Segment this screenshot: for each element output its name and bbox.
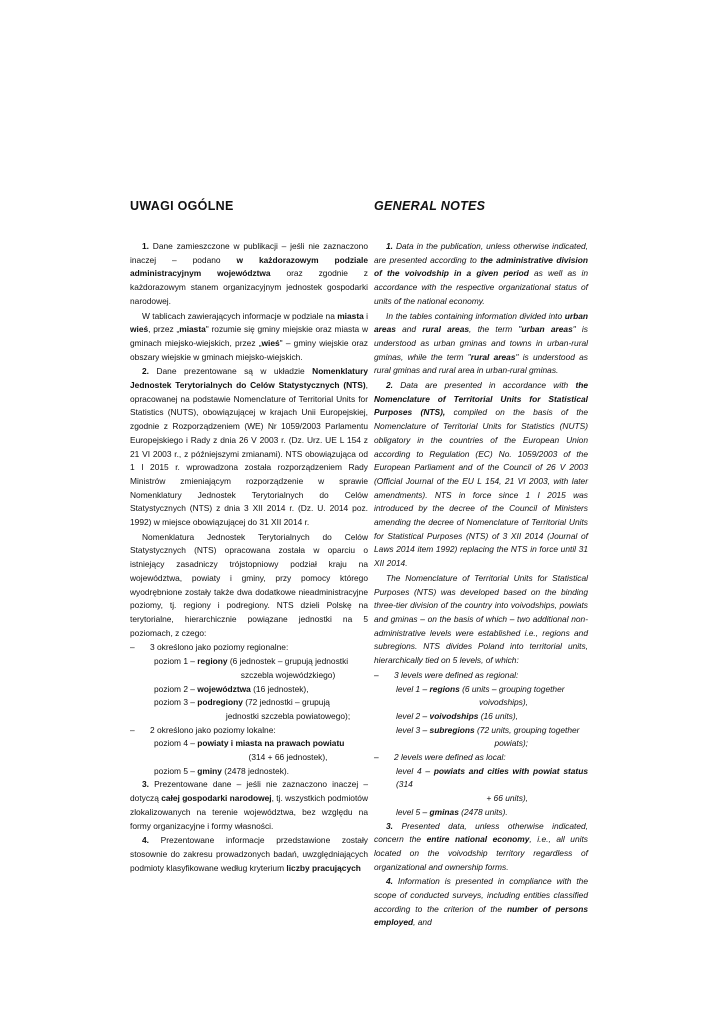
page-title-pl: UWAGI OGÓLNE	[130, 199, 234, 213]
emphasis: entire national economy	[426, 834, 530, 845]
emphasis: regions	[429, 683, 460, 694]
text: , and	[413, 917, 432, 928]
level-5-pl	[130, 765, 368, 779]
emphasis: w każdorazowym podziale administracyjnym województwa	[130, 254, 368, 279]
level-5-en	[374, 806, 588, 820]
paragraph-6-en	[374, 875, 588, 930]
emphasis: miasta	[179, 324, 206, 335]
text: (16 jednostek),	[250, 683, 309, 694]
text: (314 + 66 jednostek),	[248, 752, 328, 763]
paragraph-2-pl	[130, 310, 368, 365]
paragraph-number: 2.	[142, 366, 149, 377]
emphasis: całej gospodarki narodowej	[161, 793, 272, 804]
emphasis: rural areas	[470, 351, 516, 362]
paragraph-number: 4.	[142, 835, 149, 846]
emphasis: liczby pracujących	[286, 862, 361, 873]
text: , the term "	[469, 324, 522, 335]
text: (2478 units).	[458, 806, 508, 817]
paragraph-3-en	[374, 379, 588, 571]
text: (72 jednostki – grupują	[242, 697, 330, 708]
paragraph-number: 1.	[386, 241, 393, 251]
dash-bullet: –	[130, 724, 135, 735]
level-4-pl	[130, 737, 368, 764]
level-3-en	[374, 724, 588, 751]
paragraph-1-pl	[130, 240, 368, 309]
english-column	[374, 198, 588, 931]
text: (2478 jednostek).	[221, 765, 290, 776]
text: " – gminy wiejskie oraz obszary wiejskie w gminach miejsko-wiejskich.	[130, 337, 368, 362]
dash-bullet: –	[374, 752, 379, 763]
text: + 66 units),	[486, 793, 528, 804]
paragraph-5-pl	[130, 778, 368, 833]
emphasis: wieś	[261, 337, 280, 348]
text: Prezentowane dane – jeśli nie zaznaczono inaczej – dotyczą	[130, 779, 368, 804]
text: (6 units – grouping together	[459, 683, 565, 694]
paragraph-4-en: The Nomenclature of Territorial Units for Statistical Purposes (NTS) was developed based on the binding three-tier division of the country into voivodships, powiats and gminas – on the basis of which – two additional non-administrative levels were established i.e., regions and subregions. NTS divides Poland into territorial units, hierarchically tied on 5 levels, of which:	[374, 572, 588, 666]
text: level 2 –	[396, 710, 430, 721]
dash-bullet: –	[130, 642, 135, 653]
emphasis: gminas	[429, 806, 459, 817]
level-2-en	[374, 710, 588, 724]
text: jednostki szczebla powiatowego);	[225, 710, 351, 721]
paragraph-1-en	[374, 240, 588, 309]
paragraph-number: 4.	[386, 876, 393, 887]
paragraph-number: 3.	[142, 779, 149, 790]
text: voivodships),	[479, 697, 528, 708]
text: poziom 2 –	[154, 683, 198, 694]
text: Data are presented in accordance with	[393, 380, 576, 391]
text: 3 levels were defined as regional:	[394, 669, 519, 680]
text: (72 units, grouping together	[474, 724, 580, 735]
text: poziom 3 –	[154, 697, 198, 708]
dash-bullet: –	[374, 669, 379, 680]
list-item-local-pl	[130, 724, 368, 738]
text: 2 określono jako poziomy lokalne:	[150, 724, 276, 735]
text: (16 units),	[478, 710, 518, 721]
emphasis: miasta	[337, 310, 364, 321]
text: i	[363, 310, 368, 321]
text: level 5 –	[396, 806, 430, 817]
level-1-en	[374, 683, 588, 710]
text: , opracowanej na podstawie Nomenclature of Territorial Units for Statistics (NUTS), obowiązującej w krajach Unii Europejskiej, zgodnie z Rozporządzeniem (WE) Nr 1059/2003 Parlamentu Europejskiego i Rady z dnia 26 V 2003 r. (Dz. Urz. UE L 154 z 21 VI 2003 r., z późniejszymi zmianami). NTS obowiązująca od 1 I 2015 r. wprowadzona została rozporządzeniem Rady Ministrów zmieniającym rozporządzenie w sprawie Nomenklatury Jednostek Terytorialnych do Celów Statystycznych (NTS) z dnia 3 XII 2014 r. (Dz. U. 2014 poz. 1992) w miejsce obowiązującej do 31 XII 2014 r.	[130, 380, 368, 528]
text: as well as in accordance with the respective organizational status of units of the national economy.	[374, 268, 588, 306]
emphasis: powiaty i miasta na prawach powiatu	[197, 738, 345, 749]
paragraph-4-pl: Nomenklatura Jednostek Terytorialnych do Celów Statystycznych (NTS) opracowana została w oparciu o istniejący zasadniczy trójstopniowy podział kraju na województwa, powiaty i gminy, przy pomocy którego wyodrębnione zostały także dwa dodatkowe nieadministracyjne poziomy, tj. regiony i podregiony. NTS dzieli Polskę na terytorialne, hierarchicznie powiązane jednostki na 5 poziomach, z czego:	[130, 531, 368, 638]
emphasis: voivodships	[429, 710, 479, 721]
emphasis: number of persons employed	[374, 903, 588, 928]
polish-column	[130, 198, 368, 876]
text: Presented data, unless otherwise indicated, concern the	[374, 820, 588, 845]
list-item-local-en	[374, 751, 588, 765]
emphasis: urban areas	[374, 310, 588, 335]
level-1-pl	[130, 655, 368, 682]
level-4-en	[374, 765, 588, 806]
emphasis: podregiony	[197, 697, 243, 708]
emphasis: subregions	[429, 724, 475, 735]
text: poziom 4 –	[154, 738, 198, 749]
text: (6 jednostek – grupują jednostki	[227, 656, 349, 667]
text: compiled on the basis of the Nomenclature of Territorial Units for Statistics (NUTS) obligatory in the countries of the European Union according to Regulation (EC) No. 1059/2003 of the European Parliament and of the Council of 26 V 2003 (Official Journal of the EU L 154, 21 VI 2003, with later amendments). NTS in force since 1 I 2015 was introduced by the decree of the Council of Ministers amending the decree of Nomenclature of Territorial Units for Statistical Purposes (NTS) of 3 XII 2014 (Journal of Laws 2014 item 1992) replacing the NTS in force until 31 XII 2014.	[374, 407, 588, 569]
text: , tj. wszystkich podmiotów zlokalizowanych na terenie województwa, bez względu na formy organizacyjne i formy własności.	[130, 793, 368, 831]
paragraph-5-en	[374, 820, 588, 875]
text: 2 levels were defined as local:	[394, 752, 506, 763]
text: W tablicach zawierających informacje w podziale na	[142, 310, 338, 321]
emphasis: wieś	[130, 324, 149, 335]
emphasis: gminy	[197, 765, 222, 776]
emphasis: the Nomenclature of Territorial Units for Statistical Purposes (NTS),	[374, 380, 588, 418]
paragraph-number: 2.	[386, 380, 393, 391]
level-2-pl	[130, 683, 368, 697]
emphasis: Nomenklatury Jednostek Terytorialnych do Celów Statystycznych (NTS)	[130, 366, 368, 391]
level-3-pl	[130, 696, 368, 723]
list-item-regional-pl	[130, 641, 368, 655]
text: Information is presented in compliance with the scope of conducted surveys, including entities classified according to the criterion of the	[374, 876, 588, 914]
paragraph-3-pl	[130, 365, 368, 529]
text: szczebla wojewódzkiego)	[240, 669, 336, 680]
text: and	[395, 324, 423, 335]
text: level 4 –	[396, 765, 434, 776]
text: " is understood as urban gminas and towns in urban-rural gminas, while the term "	[374, 324, 588, 362]
text: powiats);	[494, 738, 528, 749]
list-item-regional-en	[374, 669, 588, 683]
paragraph-number: 1.	[142, 241, 149, 251]
text: Prezentowane informacje przedstawione zostały stosownie do zakresu prowadzonych badań, uwzględniających podmioty klasyfikowane według kryterium	[130, 835, 368, 873]
text: Dane prezentowane są w układzie	[149, 366, 313, 377]
emphasis: rural areas	[422, 324, 470, 335]
text: poziom 5 –	[154, 765, 198, 776]
text: 3 określono jako poziomy regionalne:	[150, 642, 289, 653]
emphasis: the administrative division of the voivodship in a given period	[374, 254, 588, 279]
text: Data in the publication, unless otherwise indicated, are presented according to	[374, 241, 588, 265]
emphasis: regiony	[197, 656, 228, 667]
paragraph-2-en	[374, 310, 588, 379]
text: " is understood as rural gminas and rural area in urban-rural gminas.	[374, 351, 588, 376]
text: (314	[396, 779, 413, 790]
text: level 1 –	[396, 683, 430, 694]
text: Dane zamieszczone w publikacji – jeśli nie zaznaczono inaczej – podano	[130, 241, 368, 265]
text: In the tables containing information divided into	[386, 310, 565, 321]
emphasis: urban areas	[521, 324, 573, 335]
paragraph-6-pl	[130, 834, 368, 875]
emphasis: powiats and cities with powiat status	[433, 765, 588, 776]
text: poziom 1 –	[154, 656, 198, 667]
text: , i.e., all units located on the voivodship territory regardless of organizational and ownership forms.	[374, 834, 588, 872]
page-title-en: GENERAL NOTES	[374, 199, 486, 213]
emphasis: województwa	[197, 683, 251, 694]
text: , przez „	[148, 324, 180, 335]
text: oraz zgodnie z każdorazowym stanem organizacyjnym jednostek gospodarki narodowej.	[130, 268, 368, 306]
paragraph-number: 3.	[386, 820, 393, 831]
text: level 3 –	[396, 724, 430, 735]
text: " rozumie się gminy miejskie oraz miasta w gminach miejsko-wiejskich, przez „	[130, 324, 369, 348]
